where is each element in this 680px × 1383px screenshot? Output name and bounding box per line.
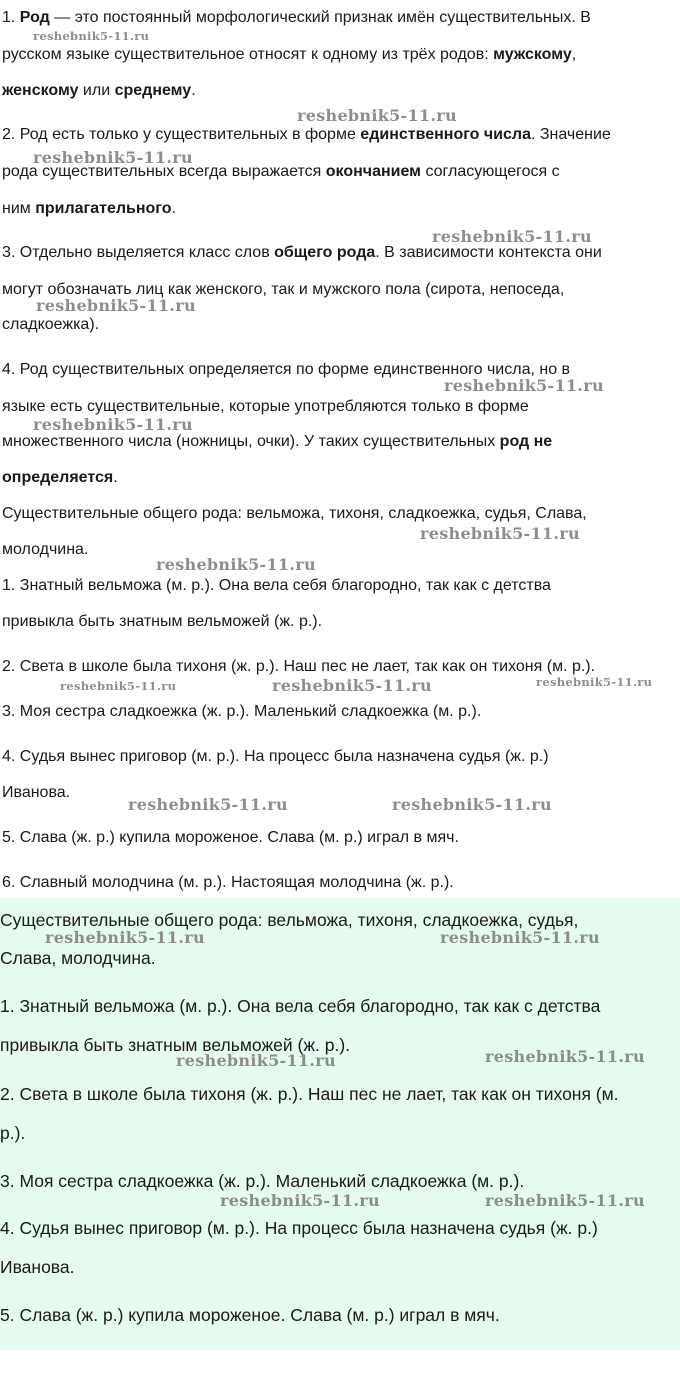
example-3 <box>1 702 481 721</box>
text: . <box>113 469 118 486</box>
paragraph-1-line-2 <box>1 45 576 64</box>
example-2 <box>1 657 595 676</box>
paragraph-2-line-3 <box>1 199 176 218</box>
text: 5. Слава (ж. р.) купила мороженое. Слава (м. р.) играл в мяч. <box>2 829 459 846</box>
text: рода существительных всегда выражается <box>2 163 326 180</box>
paragraph-4-line-2 <box>1 397 529 416</box>
answer-intro-line-2 <box>0 948 156 969</box>
watermark: reshebnik5-11.ru <box>128 795 288 814</box>
term-masculine: мужскому <box>493 46 572 63</box>
text: 6. Славный молодчина (м. р.). Настоящая молодчина (ж. р.). <box>2 874 454 891</box>
answer-example-4-line-2 <box>0 1257 75 1278</box>
text: могут обозначать лиц как женского, так и мужского пола (сирота, непоседа, <box>2 281 565 298</box>
watermark: reshebnik5-11.ru <box>485 1191 645 1210</box>
paragraph-4-line-4 <box>1 468 118 487</box>
watermark: reshebnik5-11.ru <box>536 675 653 689</box>
text: привыкла быть знатным вельможей (ж. р.). <box>2 613 323 630</box>
term-not-defined-2: определяется <box>2 469 114 486</box>
example-6 <box>1 873 454 892</box>
example-4-line-1 <box>1 747 549 766</box>
text: р.). <box>0 1123 26 1143</box>
text: Существительные общего рода: вельможа, тихоня, сладкоежка, судья, Слава, <box>2 505 587 522</box>
text: Слава, молодчина. <box>0 948 156 968</box>
example-5 <box>1 828 459 847</box>
watermark: reshebnik5-11.ru <box>33 415 193 434</box>
watermark: reshebnik5-11.ru <box>33 148 193 167</box>
text: языке есть существительные, которые употребляются только в форме <box>2 398 529 415</box>
watermark: reshebnik5-11.ru <box>432 227 592 246</box>
watermark: reshebnik5-11.ru <box>36 296 196 315</box>
term-rod: Род <box>19 9 50 26</box>
text: множественного числа (ножницы, очки). У таких существительных <box>2 433 500 450</box>
text: . <box>171 200 176 217</box>
text: . В зависимости контекста они <box>375 244 602 261</box>
intro-line-1 <box>1 504 587 523</box>
watermark: reshebnik5-11.ru <box>220 1191 380 1210</box>
text: согласующегося с <box>421 163 560 180</box>
term-feminine: женскому <box>2 82 79 99</box>
text: , <box>571 46 577 63</box>
paragraph-1 <box>1 8 591 27</box>
term-ending: окончанием <box>325 163 421 180</box>
text: — это постоянный морфологический признак имён существительных. В <box>49 9 591 26</box>
text: . Значение <box>530 126 611 143</box>
text: . <box>191 82 196 99</box>
text: Существительные общего рода: вельможа, тихоня, сладкоежка, судья, <box>0 910 579 930</box>
term-adjective: прилагательного <box>35 200 172 217</box>
text: молодчина. <box>2 541 89 558</box>
text: 4. Судья вынес приговор (м. р.). На процесс была назначена судья (ж. р.) <box>0 1218 598 1238</box>
answer-example-2-line-2 <box>0 1123 25 1144</box>
text: ним <box>2 200 36 217</box>
example-1-line-1 <box>1 576 551 595</box>
text: 5. Слава (ж. р.) купила мороженое. Слава (м. р.) играл в мяч. <box>0 1305 500 1325</box>
paragraph-4-line-3 <box>1 432 552 451</box>
watermark: reshebnik5-11.ru <box>60 679 177 693</box>
watermark: reshebnik5-11.ru <box>156 555 316 574</box>
watermark: reshebnik5-11.ru <box>297 106 457 125</box>
paragraph-2 <box>1 125 611 144</box>
watermark: reshebnik5-11.ru <box>272 676 432 695</box>
text: или <box>78 82 115 99</box>
text: 4. Судья вынес приговор (м. р.). На процесс была назначена судья (ж. р.) <box>2 748 549 765</box>
text: 4. Род существительных определяется по форме единственного числа, но в <box>2 361 571 378</box>
text: 1. Знатный вельможа (м. р.). Она вела себя благородно, так как с детства <box>0 996 601 1016</box>
answer-example-1-line-1 <box>0 996 600 1017</box>
text: 2. Света в школе была тихоня (ж. р.). Наш пес не лает, так как он тихоня (м. <box>0 1084 619 1104</box>
example-1-line-2 <box>1 612 322 631</box>
term-singular: единственного числа <box>360 126 531 143</box>
text: 2. Род есть только у существительных в форме <box>2 126 361 143</box>
text: 3. Моя сестра сладкоежка (ж. р.). Маленький сладкоежка (м. р.). <box>0 1171 525 1191</box>
text: Иванова. <box>2 784 71 801</box>
text: 3. Отдельно выделяется класс слов <box>2 244 275 261</box>
term-not-defined: род не <box>499 433 553 450</box>
watermark: reshebnik5-11.ru <box>176 1051 336 1070</box>
intro-line-2 <box>1 540 88 559</box>
watermark: reshebnik5-11.ru <box>420 524 580 543</box>
text: русском языке существительное относят к одному из трёх родов: <box>2 46 494 63</box>
answer-block <box>0 898 680 1350</box>
text: 2. Света в школе была тихоня (ж. р.). Наш пес не лает, так как он тихоня (м. р.). <box>2 658 596 675</box>
watermark: reshebnik5-11.ru <box>440 928 600 947</box>
text: 1. Знатный вельможа (м. р.). Она вела себя благородно, так как с детства <box>2 577 551 594</box>
paragraph-3-line-3 <box>1 315 99 334</box>
watermark: reshebnik5-11.ru <box>33 29 150 43</box>
watermark: reshebnik5-11.ru <box>444 376 604 395</box>
text: Иванова. <box>0 1257 75 1277</box>
watermark: reshebnik5-11.ru <box>392 795 552 814</box>
text: 1. <box>2 9 20 26</box>
watermark: reshebnik5-11.ru <box>45 928 205 947</box>
text: 3. Моя сестра сладкоежка (ж. р.). Маленький сладкоежка (м. р.). <box>2 703 482 720</box>
watermark: reshebnik5-11.ru <box>485 1047 645 1066</box>
answer-example-3 <box>0 1171 524 1192</box>
text: привыкла быть знатным вельможей (ж. р.). <box>0 1035 351 1055</box>
example-4-line-2 <box>1 783 70 802</box>
answer-example-2-line-1 <box>0 1084 619 1105</box>
paragraph-1-line-3 <box>1 81 196 100</box>
term-common-gender: общего рода <box>274 244 376 261</box>
answer-example-4-line-1 <box>0 1218 598 1239</box>
text: сладкоежка). <box>2 316 100 333</box>
answer-example-5 <box>0 1305 500 1326</box>
term-neuter: среднему <box>114 82 192 99</box>
